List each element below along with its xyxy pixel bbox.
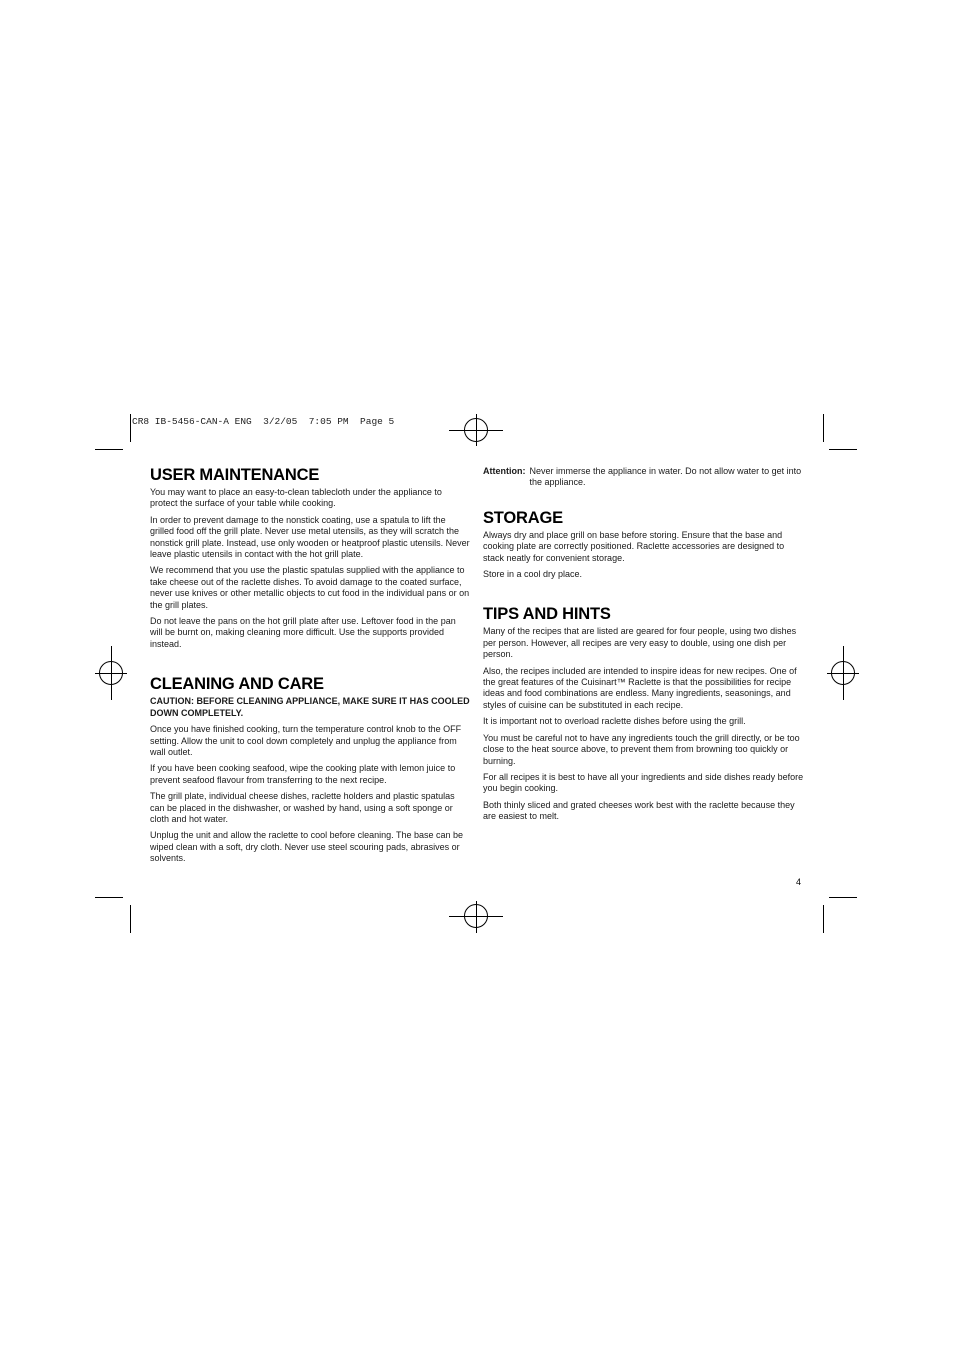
user-maintenance-heading: USER MAINTENANCE — [150, 466, 320, 484]
registration-line — [111, 646, 112, 700]
attention-text: Never immerse the appliance in water. Do not allow water to get into the appliance. — [529, 466, 802, 488]
crop-mark — [829, 897, 857, 898]
storage-heading: STORAGE — [483, 508, 563, 527]
paragraph: It is important not to overload raclette dishes before using the grill. — [483, 716, 746, 727]
crop-mark — [95, 449, 123, 450]
paragraph: In order to prevent damage to the nonstick coating, use a spatula to lift the grilled food off the grill plate. Never use metal utensils, as they will scratch the nonstick grill plate. Instead, use only wooden or heatproof plastic utensils. Never leave plastic utensils in contact with the hot grill plate. — [150, 514, 470, 560]
tips-heading: TIPS AND HINTS — [483, 605, 611, 624]
crop-mark — [823, 414, 824, 442]
paragraph: Unplug the unit and allow the raclette to cool before cleaning. The base can be wiped clean with a soft, dry cloth. Never use steel scouring pads, abrasives or solvents. — [150, 830, 464, 864]
paragraph: We recommend that you use the plastic spatulas supplied with the appliance to take cheese out of the raclette dishes. To avoid damage to the coated surface, never use knives or other metallic objects to cut food in the individual pans or on the grill plates. — [150, 565, 470, 610]
cleaning-heading: CLEANING AND CARE — [150, 675, 324, 694]
crop-mark — [829, 449, 857, 450]
left-column — [150, 466, 470, 870]
paragraph: If you have been cooking seafood, wipe the cooking plate with lemon juice to prevent seafood flavour from transferring to the next recipe. — [150, 763, 456, 785]
right-column — [483, 466, 805, 828]
paragraph: Many of the recipes that are listed are geared for four people, using two dishes per person. However, all recipes are very easy to double, using one dish per person. — [483, 626, 797, 660]
attention-label: Attention: — [483, 466, 526, 476]
paragraph: Always dry and place grill on base before storing. Ensure that the base and cooking plate are correctly positioned. Raclette accessories are designed to stack neatly for convenient storage. — [483, 529, 785, 563]
attention-note — [483, 466, 805, 489]
crop-mark — [95, 897, 123, 898]
paragraph: You may want to place an easy-to-clean tablecloth under the appliance to protect the surface of your table while cooking. — [150, 487, 442, 509]
crop-mark — [130, 414, 131, 442]
registration-line — [476, 901, 477, 933]
crop-mark — [823, 905, 824, 933]
paragraph: You must be careful not to have any ingredients touch the grill directly, or be too close to the heat source above, to prevent them from browning too quickly or burning. — [483, 732, 800, 766]
registration-line — [476, 414, 477, 446]
paragraph: Both thinly sliced and grated cheeses work best with the raclette because they are easiest to melt. — [483, 799, 795, 822]
paragraph: Also, the recipes included are intended to inspire ideas for new recipes. One of the great features of the Cuisinart™ Raclette is that the possibilities for recipe ideas and food combinations are endless. Many ingredients, seasonings, and styles of cuisine can be substituted in each recipe. — [483, 665, 797, 710]
paragraph: The grill plate, individual cheese dishes, raclette holders and plastic spatulas can be placed in the dishwasher, or washed by hand, using a soft sponge or cloth and hot water. — [150, 791, 455, 824]
crop-mark — [130, 905, 131, 933]
page-number: 4 — [796, 877, 802, 887]
paragraph: Once you have finished cooking, turn the temperature control knob to the OFF setting. Allow the unit to cool down completely and unplug the appliance from wall outlet. — [150, 724, 462, 757]
paragraph: Store in a cool dry place. — [483, 569, 583, 580]
paragraph: Do not leave the pans on the hot grill plate after use. Leftover food in the pan will be burnt on, making cleaning more difficult. Use the supports provided instead. — [150, 616, 456, 649]
paragraph: For all recipes it is best to have all your ingredients and side dishes ready before you begin cooking. — [483, 771, 804, 794]
registration-line — [843, 646, 844, 700]
print-slug: CR8 IB-5456-CAN-A ENG 3/2/05 7:05 PM Page 5 — [132, 416, 395, 427]
caution-text: CAUTION: BEFORE CLEANING APPLIANCE, MAKE SURE IT HAS COOLED DOWN COMPLETELY. — [150, 696, 470, 718]
